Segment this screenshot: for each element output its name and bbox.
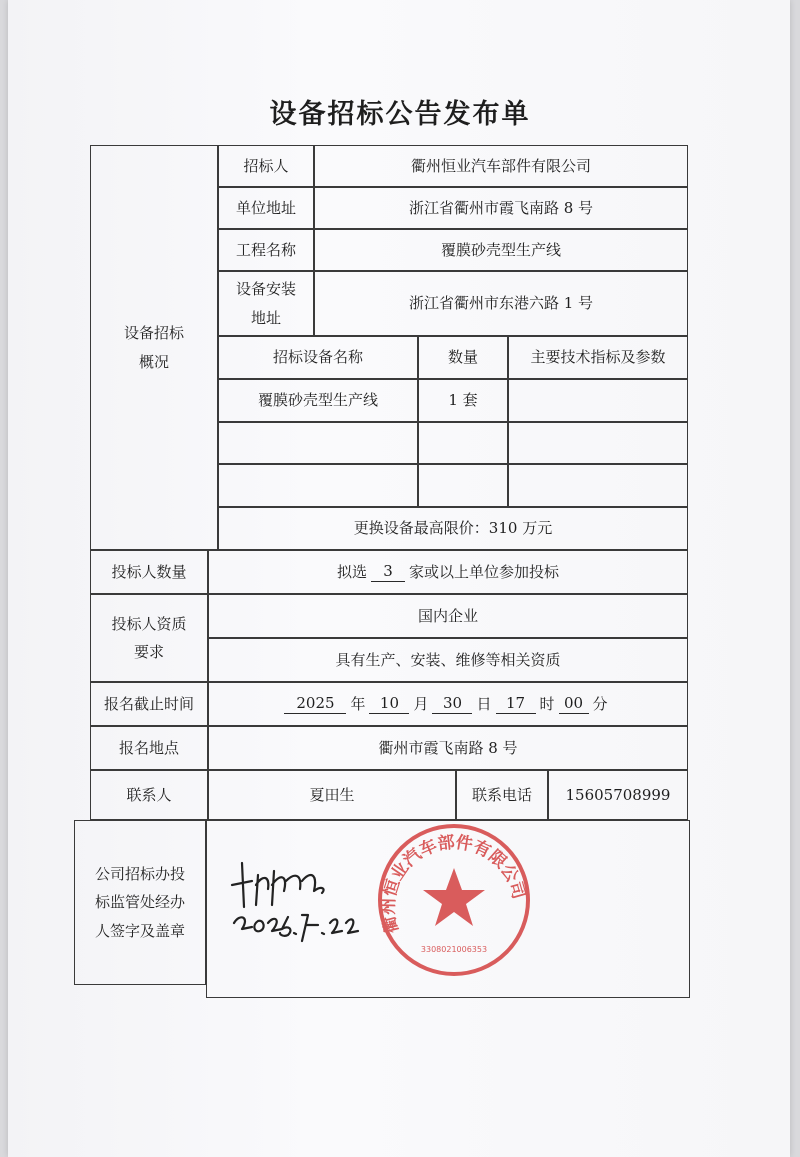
- bidder-count-label: 投标人数量: [90, 550, 208, 594]
- contact-phone-label: 联系电话: [456, 770, 548, 820]
- deadline-day-unit: 日: [476, 694, 492, 713]
- qualification-label: [90, 594, 208, 682]
- equipment-row-1-qty: 1 套: [418, 379, 508, 422]
- install-address-value: 浙江省衢州市东港六路 1 号: [314, 271, 688, 336]
- qualification-line1: 国内企业: [208, 594, 688, 638]
- deadline-hour: 17: [496, 694, 536, 715]
- contact-name: 夏田生: [208, 770, 456, 820]
- handwritten-signature: [222, 845, 372, 965]
- bidder-count-number: 3: [371, 562, 405, 583]
- tenderer-label: 招标人: [218, 145, 314, 187]
- contact-phone: 15605708999: [548, 770, 688, 820]
- contact-label: 联系人: [90, 770, 208, 820]
- company-address-value: 浙江省衢州市霞飞南路 8 号: [314, 187, 688, 229]
- install-address-label-line1: 设备安装: [235, 280, 296, 298]
- deadline-month-unit: 月: [413, 694, 429, 713]
- deadline-minute: 00: [559, 694, 589, 715]
- equipment-row-3-name: [218, 464, 418, 507]
- qualification-label-line1: 投标人资质: [111, 614, 187, 633]
- equipment-row-3-qty: [418, 464, 508, 507]
- signoff-label: [74, 820, 206, 985]
- deadline-month: 10: [369, 694, 409, 715]
- equipment-row-3-params: [508, 464, 688, 507]
- equipment-row-2-qty: [418, 422, 508, 464]
- company-seal-stamp: [374, 820, 534, 980]
- install-address-label: [218, 271, 314, 336]
- location-value: 衢州市霞飞南路 8 号: [208, 726, 688, 770]
- project-name-label: 工程名称: [218, 229, 314, 271]
- signoff-label-line1: 公司招标办投: [94, 864, 185, 883]
- bidder-count-prefix: 拟选: [336, 562, 367, 581]
- overview-label-line2: 概况: [138, 352, 169, 371]
- equipment-row-1-params: [508, 379, 688, 422]
- install-address-label-line2: 地址: [250, 308, 281, 327]
- max-price: 更换设备最高限价：310 万元: [218, 507, 688, 550]
- seal-text: 衢州恒业汽车部件有限公司: [378, 832, 529, 936]
- deadline-label: 报名截止时间: [90, 682, 208, 726]
- equipment-row-1-name: 覆膜砂壳型生产线: [218, 379, 418, 422]
- qualification-label-line2: 要求: [133, 643, 164, 661]
- overview-label-line1: 设备招标: [123, 324, 184, 342]
- equipment-table-header-params: 主要技术指标及参数: [508, 336, 688, 379]
- deadline-hour-unit: 时: [539, 694, 555, 713]
- document-title: 设备招标公告发布单: [269, 99, 531, 130]
- deadline-minute-unit: 分: [592, 694, 608, 713]
- deadline-year-unit: 年: [350, 694, 366, 713]
- equipment-table-header-name: 招标设备名称: [218, 336, 418, 379]
- tenderer-value: 衢州恒业汽车部件有限公司: [314, 145, 688, 187]
- signoff-label-line3: 人签字及盖章: [94, 921, 185, 940]
- bidder-count-value: [208, 550, 688, 594]
- equipment-row-2-params: [508, 422, 688, 464]
- bidder-count-suffix: 家或以上单位参加投标: [409, 562, 560, 581]
- deadline-day: 30: [432, 694, 472, 715]
- deadline-year: 2025: [284, 694, 346, 715]
- seal-code: 3308021006353: [420, 945, 488, 954]
- location-label: 报名地点: [90, 726, 208, 770]
- equipment-row-2-name: [218, 422, 418, 464]
- deadline-value: [208, 682, 688, 726]
- equipment-table-header-qty: 数量: [418, 336, 508, 379]
- signoff-label-line2: 标监管处经办: [94, 893, 185, 912]
- overview-section-label: [90, 145, 218, 550]
- project-name-value: 覆膜砂壳型生产线: [314, 229, 688, 271]
- qualification-line2: 具有生产、安装、维修等相关资质: [208, 638, 688, 682]
- company-address-label: 单位地址: [218, 187, 314, 229]
